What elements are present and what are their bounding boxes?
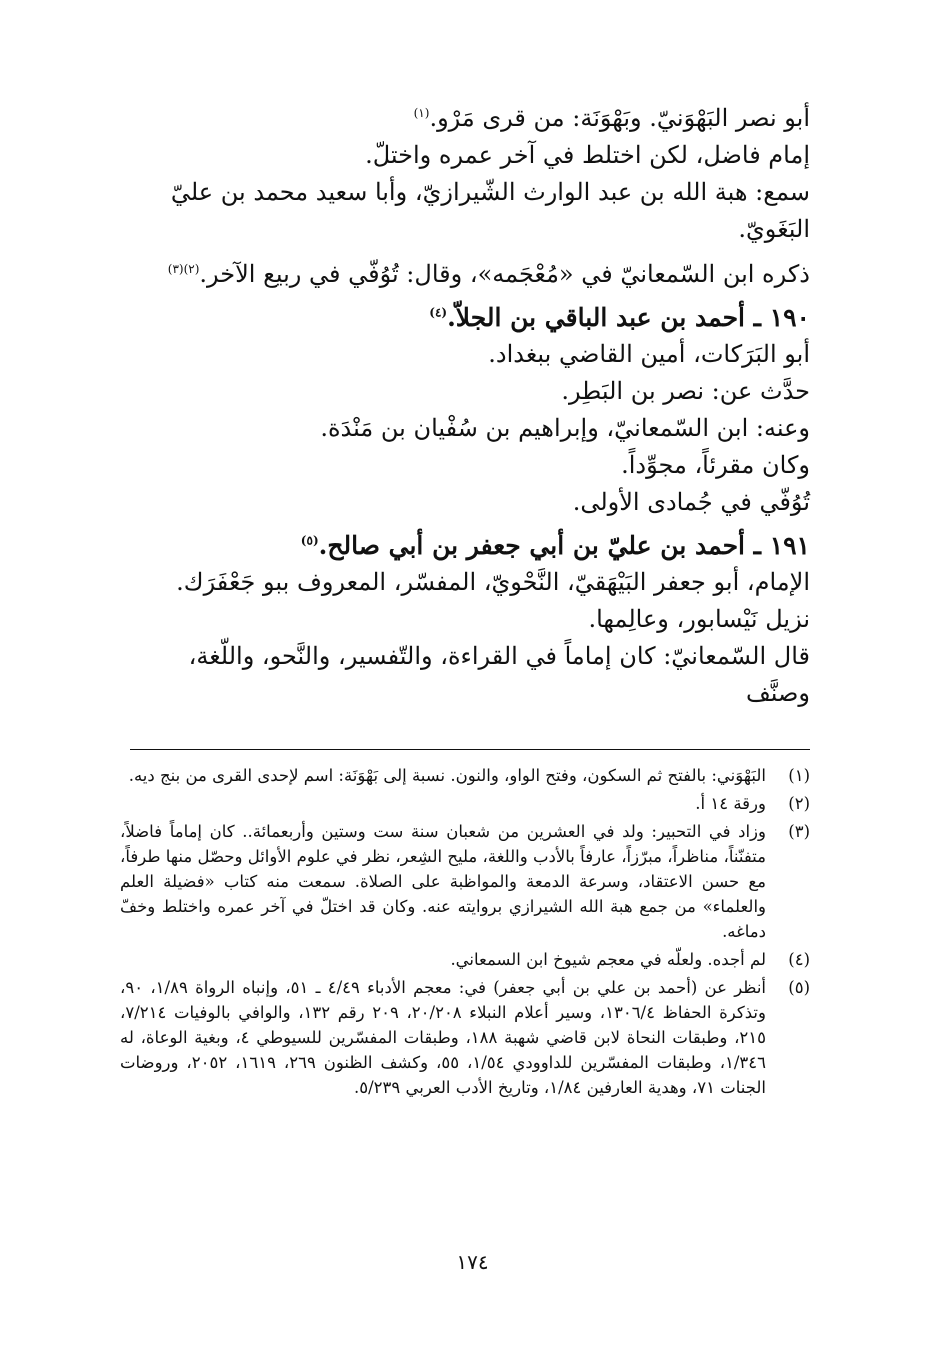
biography-line: تُوُفّي في جُمادى الأولى.	[572, 488, 810, 516]
footnote-marker[interactable]: (٥)	[300, 533, 319, 548]
footnote-text: ورقة ١٤ أ.	[695, 794, 766, 813]
biography-line: أبو نصر البَهْوَنيّ. وبَهْوَنَة: من قرى مَرْو.$^{(١)}$	[413, 104, 810, 132]
footnote-text: وزاد في التحبير: ولد في العشرين من شعبان سنة ست وستين وأربعمائة.. كان إماماً فاضلاً، متفنّناً، مناظراً، مبرّزاً، عارفاً بالأدب واللغة، مليح الشِعر، نظر في علوم الأوائل وحصّل منها طرفاً، مع حسن الاعتقاد، وسرعة الدمعة والمواظبة على الصلاة. سمعت منه كتاب «فضيلة العلم والعلماء» من جمع هبة الله الشيرازي بروايته عنه. وكان قد اختلّ في آخر عمره واختلط وخفّ دماغه.	[120, 822, 766, 941]
footnote	[120, 975, 810, 1100]
biography-line: وكان مقرئاً، مجوِّداً.	[621, 451, 810, 479]
biography-line: سمع: هبة الله بن عبد الوارث الشّيرازيّ، وأبا سعيد محمد بن عليّ البَغَويّ.	[170, 178, 810, 243]
footnote	[120, 763, 810, 788]
footnote-number: (٤)	[788, 950, 810, 969]
footnote-marker[interactable]: (٤)	[429, 305, 448, 320]
entry-heading: ١٩٠ ـ أحمد بن عبد الباقي بن الجلاّ.$^{(٤)}$	[429, 303, 810, 332]
biography-line: الإمام، أبو جعفر البَيْهَقيّ، النَّحْويّ، المفسّر، المعروف ببو جَعْفَرَك.	[176, 568, 810, 596]
footnote-text: لم أجده. ولعلّه في معجم شيوخ ابن السمعاني.	[450, 950, 766, 969]
biography-line: قال السّمعانيّ: كان إماماً في القراءة، والتّفسير، والنَّحو، واللّغة، وصنَّف	[188, 642, 810, 707]
footnote-text: البَهْوَني: بالفتح ثم السكون، وفتح الواو، والنون. نسبة إلى بَهْوَنَة: اسم لإحدى القرى من بنج ديه.	[128, 766, 766, 785]
footnote-marker[interactable]: (٣)	[167, 262, 184, 276]
biography-line: حدَّث عن: نصر بن البَطِر.	[561, 377, 810, 405]
biography-line: أبو البَرَكات، أمين القاضي ببغداد.	[488, 340, 810, 368]
footnotes	[120, 763, 810, 1103]
page-number: ١٧٤	[456, 1250, 489, 1274]
footnote-number: (٣)	[788, 822, 810, 841]
footnote	[120, 947, 810, 972]
footnote-number: (٢)	[788, 794, 810, 813]
footnote-marker[interactable]: (١)	[413, 106, 430, 120]
footnote-divider	[130, 749, 810, 750]
biography-line: ذكره ابن السّمعانيّ في «مُعْجَمه»، وقال: تُوُفّي في ربيع الآخر.$^{(٢)(٣)}$	[167, 260, 810, 288]
footnote	[120, 791, 810, 816]
footnote	[120, 819, 810, 944]
footnote-number: (١)	[788, 766, 810, 785]
footnote-number: (٥)	[788, 978, 810, 997]
entry-heading: ١٩١ ـ أحمد بن عليّ بن أبي جعفر بن أبي صالح.$^{(٥)}$	[300, 531, 810, 560]
biography-line: إمام فاضل، لكن اختلط في آخر عمره واختلّ.	[365, 141, 810, 169]
biography-line: نزيل نَيْسابور، وعالِمها.	[588, 605, 810, 633]
main-text	[130, 100, 810, 712]
footnote-marker[interactable]: (٢)	[183, 262, 200, 276]
footnote-text: أنظر عن (أحمد بن علي بن أبي جعفر) في: معجم الأدباء ٤/٤٩ ـ ٥١، وإنباه الرواة ١/٨٩، ٩٠، وتذكرة الحفاظ ١٣٠٦/٤، وسير أعلام النبلاء ٢٠/٢٠٨، ٢٠٩ رقم ١٣٢، والوافي بالوفيات ٧/٢١٤، ٢١٥، وطبقات النحاة لابن قاضي شهبة ١٨٨، وطبقات المفسّرين للسيوطي ٤، وبغية الوعاة، له ١/٣٤٦، وطبقات المفسّرين للداوودي ١/٥٤، ٥٥، وكشف الظنون ٢٦٩، ١٦١٩، ٢٠٥٢، وروضات الجنات ٧١، وهدية العارفين ١/٨٤، وتاريخ الأدب العربي ٥/٢٣٩.	[120, 978, 767, 1097]
biography-line: وعنه: ابن السّمعانيّ، وإبراهيم بن سُفْيان بن مَنْدَة.	[320, 414, 810, 442]
